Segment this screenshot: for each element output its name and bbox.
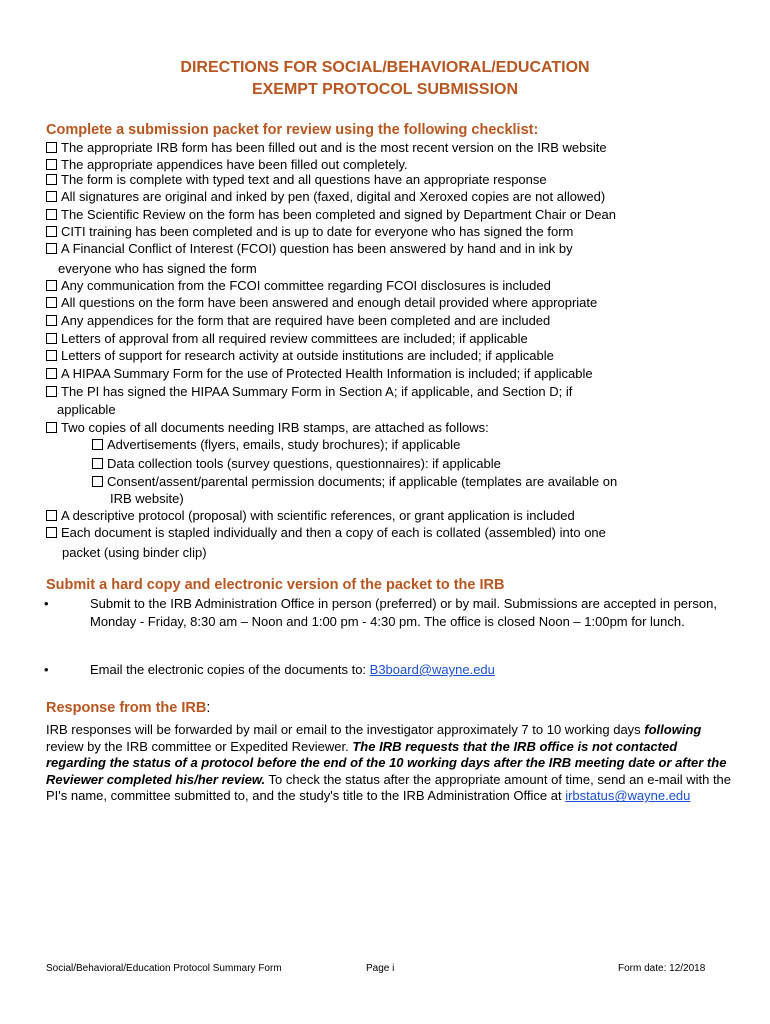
checkbox-icon[interactable]: [46, 280, 57, 291]
bullet-icon: •: [44, 596, 49, 611]
b3board-email-link[interactable]: B3board@wayne.edu: [369, 662, 495, 677]
checkbox-icon[interactable]: [46, 243, 57, 254]
checkbox-icon[interactable]: [46, 422, 57, 433]
title-line-2: EXEMPT PROTOCOL SUBMISSION: [251, 81, 519, 98]
submit-heading: Submit a hard copy and electronic version of the packet to the IRB: [46, 577, 505, 593]
checkbox-icon[interactable]: [92, 439, 103, 450]
checkbox-icon[interactable]: [46, 386, 57, 397]
checklist-item: Each document is stapled individually and then a copy of each is collated (assembled) into one: [46, 524, 606, 541]
checklist-item: All questions on the form have been answered and enough detail provided where appropriate: [46, 294, 597, 311]
checklist-item: Any appendices for the form that are required have been completed and are included: [46, 312, 550, 329]
checkbox-icon[interactable]: [46, 209, 57, 220]
checklist-item-continuation: packet (using binder clip): [62, 545, 207, 560]
checkbox-icon[interactable]: [46, 226, 57, 237]
checklist-subitem-continuation: IRB website): [110, 491, 184, 506]
checkbox-icon[interactable]: [46, 159, 57, 170]
checklist-item: All signatures are original and inked by pen (faxed, digital and Xeroxed copies are not allowed): [46, 188, 605, 205]
checkbox-icon[interactable]: [92, 476, 103, 487]
checklist-heading: Complete a submission packet for review using the following checklist:: [46, 122, 539, 138]
checklist-item-continuation: applicable: [57, 402, 116, 417]
email-instructions: [90, 661, 730, 679]
checklist-item: The Scientific Review on the form has been completed and signed by Department Chair or Dean: [46, 206, 616, 223]
checklist-item-continuation: everyone who has signed the form: [58, 261, 257, 276]
checklist-item: The appropriate IRB form has been filled out and is the most recent version on the IRB website: [46, 139, 607, 156]
submit-instructions: Submit to the IRB Administration Office in person (preferred) or by mail. Submissions are accepted in person, Monday - Friday, 8:30 am – Noon and 1:00 pm - 4:30 pm. The office is closed Noon – 1:00pm for lunch.: [90, 596, 717, 629]
checklist-item: Any communication from the FCOI committee regarding FCOI disclosures is included: [46, 277, 551, 294]
irbstatus-email-link[interactable]: irbstatus@wayne.edu: [565, 788, 691, 804]
checkbox-icon[interactable]: [46, 527, 57, 538]
checklist-subitem: Advertisements (flyers, emails, study brochures); if applicable: [92, 436, 460, 453]
checklist-item: The appropriate appendices have been filled out completely.: [46, 156, 408, 173]
checkbox-icon[interactable]: [46, 174, 57, 185]
response-paragraph: IRB responses will be forwarded by mail or email to the investigator approximately 7 to 10 working days following review by the IRB committee or Expedited Reviewer. The IRB requests that the IRB office is not contacted regarding the status of a protocol before the end of the 10 working days after the IRB meeting date or after the Reviewer completed his/her review. To check the status after the appropriate amount of time, send an e-mail with the PI's name, committee submitted to, and the study's title to the IRB Administration Office at irbstatus@wayne.edu: [46, 722, 732, 804]
checklist-item: The form is complete with typed text and all questions have an appropriate response: [46, 171, 547, 188]
checklist-item: A HIPAA Summary Form for the use of Protected Health Information is included; if applicable: [46, 365, 593, 382]
checkbox-icon[interactable]: [46, 315, 57, 326]
footer-form-date: Form date: 12/2018: [618, 963, 706, 974]
checklist-subitem: Data collection tools (survey questions, questionnaires): if applicable: [92, 455, 501, 472]
checklist-item: Letters of support for research activity at outside institutions are included; if applicable: [46, 347, 554, 364]
checklist-item: The PI has signed the HIPAA Summary Form in Section A; if applicable, and Section D; if: [46, 383, 572, 400]
checkbox-icon[interactable]: [92, 458, 103, 469]
checkbox-icon[interactable]: [46, 368, 57, 379]
bullet-icon: •: [44, 662, 49, 677]
checkbox-icon[interactable]: [46, 297, 57, 308]
checklist-item: A descriptive protocol (proposal) with scientific references, or grant application is included: [46, 507, 575, 524]
checklist-item: A Financial Conflict of Interest (FCOI) question has been answered by hand and in ink by: [46, 240, 573, 257]
checklist-item: CITI training has been completed and is up to date for everyone who has signed the form: [46, 223, 573, 240]
checkbox-icon[interactable]: [46, 333, 57, 344]
checklist-item: Two copies of all documents needing IRB stamps, are attached as follows:: [46, 419, 489, 436]
checkbox-icon[interactable]: [46, 142, 57, 153]
checkbox-icon[interactable]: [46, 191, 57, 202]
title-line-1: DIRECTIONS FOR SOCIAL/BEHAVIORAL/EDUCATION: [180, 59, 590, 76]
footer-page-number: Page i: [366, 963, 395, 974]
checkbox-icon[interactable]: [46, 510, 57, 521]
checkbox-icon[interactable]: [46, 350, 57, 361]
footer-form-name: Social/Behavioral/Education Protocol Summary Form: [46, 963, 282, 974]
email-instructions-text: Email the electronic copies of the documents to:: [90, 662, 370, 677]
response-heading: Response from the IRB:: [46, 700, 211, 716]
checklist-subitem: Consent/assent/parental permission documents; if applicable (templates are available on: [92, 473, 617, 490]
checklist-item: Letters of approval from all required review committees are included; if applicable: [46, 330, 528, 347]
